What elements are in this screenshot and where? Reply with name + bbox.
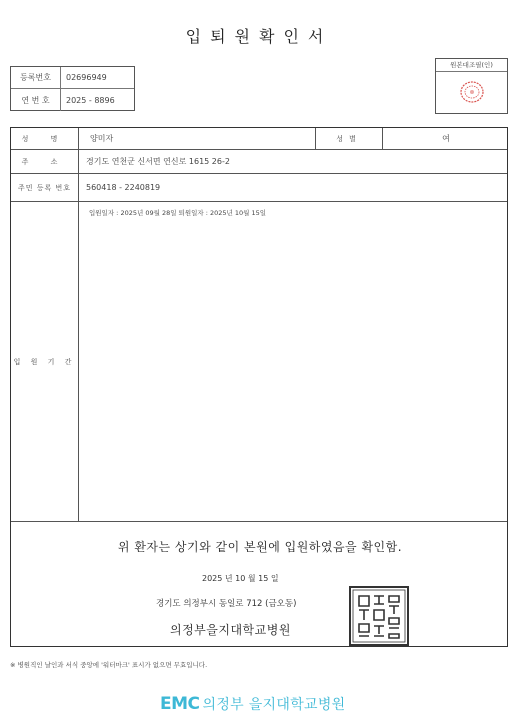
serial-no-label: 연 번 호 (11, 89, 61, 111)
admission-period-text: 입원일자 : 2025년 09월 28일 퇴원일자 : 2025년 10월 15일 (89, 209, 267, 217)
logo-mark: EMC (160, 694, 200, 714)
document-title: 입퇴원확인서 (185, 27, 333, 46)
address-row (11, 150, 507, 174)
reg-no-value: 02696949 (66, 73, 107, 82)
registration-box (10, 66, 135, 111)
resident-no-row (11, 174, 507, 202)
hospital-logo (160, 694, 346, 714)
sex-value: 여 (442, 134, 450, 143)
address-value: 경기도 연천군 신서면 연신로 1615 26-2 (86, 157, 230, 166)
address-label: 주 소 (11, 150, 79, 173)
name-value: 양미자 (90, 134, 114, 143)
copy-check-stamp (459, 80, 485, 104)
confirmation-statement: 위 환자는 상기와 같이 본원에 입원하였음을 확인함. (117, 540, 403, 554)
copy-check-label: 원본대조필(인) (436, 59, 507, 72)
serial-no-value: 2025 - 8896 (66, 95, 115, 105)
sex-label: 성별 (315, 128, 383, 149)
hospital-address: 경기도 의정부시 동일로 712 (금오동) (156, 599, 297, 609)
logo-text: 의정부 을지대학교병원 (202, 697, 346, 713)
hospital-seal (349, 586, 409, 646)
name-row (11, 128, 507, 150)
resident-no-label: 주민 등록 번호 (11, 174, 79, 201)
name-label: 성 명 (11, 128, 79, 149)
hospital-name: 의정부을지대학교병원 (170, 623, 291, 637)
info-table (10, 127, 508, 647)
copy-check-box (435, 58, 508, 114)
resident-no-value: 560418 - 2240819 (86, 183, 161, 192)
footnote: ※ 병원직인 날인과 서식 중앙에 '워터마크' 표시가 없으면 무효입니다. (10, 661, 208, 669)
issue-date: 2025 년 10 월 15 일 (202, 574, 279, 583)
period-row (11, 202, 507, 522)
period-label: 입 원 기 간 (11, 202, 79, 521)
reg-no-label: 등록번호 (11, 67, 61, 88)
reg-no-row (11, 67, 134, 89)
serial-no-row (11, 89, 134, 111)
